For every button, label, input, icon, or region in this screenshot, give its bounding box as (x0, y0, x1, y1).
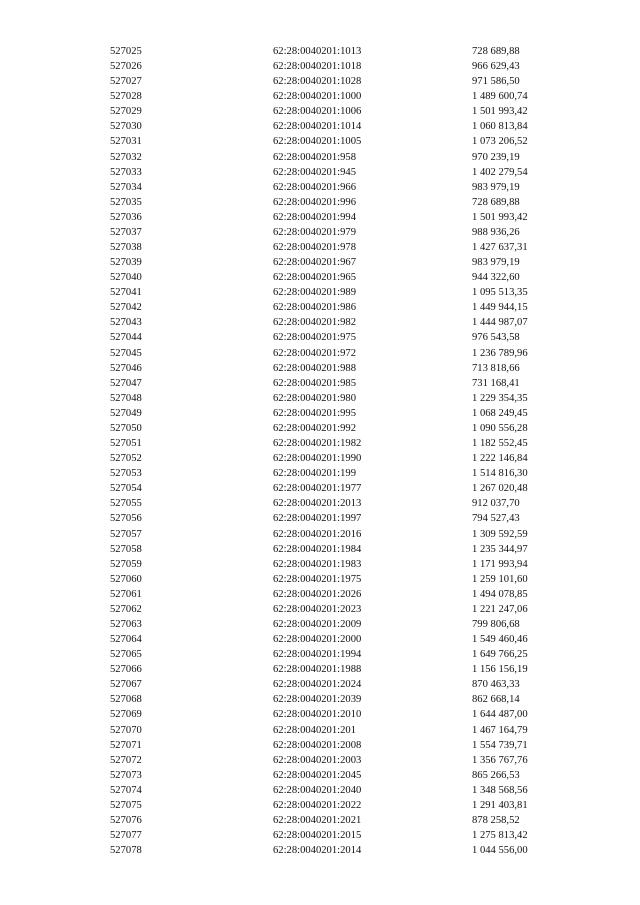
cadastral-number: 62:28:0040201:985 (273, 377, 356, 389)
record-number: 527047 (110, 377, 142, 389)
cadastral-number: 62:28:0040201:1006 (273, 106, 362, 118)
table-row (0, 828, 640, 843)
cadastral-number: 62:28:0040201:2009 (273, 618, 362, 630)
record-number: 527075 (110, 799, 142, 811)
cadastral-value: 1 182 552,45 (472, 438, 528, 450)
document-table (0, 44, 640, 858)
cadastral-value: 1 095 513,35 (472, 287, 528, 299)
cadastral-number: 62:28:0040201:2023 (273, 603, 362, 615)
cadastral-value: 1 514 816,30 (472, 468, 528, 480)
record-number: 527053 (110, 468, 142, 480)
table-row (0, 391, 640, 406)
cadastral-number: 62:28:0040201:2026 (273, 588, 362, 600)
cadastral-value: 713 818,66 (472, 362, 520, 374)
table-row (0, 119, 640, 134)
cadastral-value: 1 467 164,79 (472, 724, 528, 736)
record-number: 527040 (110, 272, 142, 284)
cadastral-number: 62:28:0040201:2022 (273, 799, 362, 811)
cadastral-number: 62:28:0040201:966 (273, 181, 356, 193)
record-number: 527058 (110, 543, 142, 555)
table-row (0, 134, 640, 149)
cadastral-value: 1 356 767,76 (472, 754, 528, 766)
cadastral-value: 794 527,43 (472, 513, 520, 525)
cadastral-value: 728 689,88 (472, 46, 520, 57)
cadastral-number: 62:28:0040201:994 (273, 211, 356, 223)
record-number: 527030 (110, 121, 142, 133)
record-number: 527067 (110, 679, 142, 691)
table-row (0, 496, 640, 511)
record-number: 527056 (110, 513, 142, 525)
cadastral-number: 62:28:0040201:975 (273, 332, 356, 344)
cadastral-number: 62:28:0040201:2015 (273, 830, 362, 842)
cadastral-number: 62:28:0040201:978 (273, 242, 356, 254)
record-number: 527027 (110, 76, 142, 88)
record-number: 527059 (110, 558, 142, 570)
cadastral-number: 62:28:0040201:2003 (273, 754, 362, 766)
cadastral-number: 62:28:0040201:1994 (273, 649, 362, 661)
cadastral-value: 970 239,19 (472, 151, 520, 163)
table-row (0, 692, 640, 707)
record-number: 527048 (110, 392, 142, 404)
cadastral-number: 62:28:0040201:201 (273, 724, 356, 736)
cadastral-value: 1 222 146,84 (472, 453, 528, 465)
cadastral-number: 62:28:0040201:1014 (273, 121, 362, 133)
record-number: 527055 (110, 498, 142, 510)
cadastral-value: 983 979,19 (472, 257, 520, 269)
cadastral-number: 62:28:0040201:996 (273, 196, 356, 208)
table-row (0, 677, 640, 692)
record-number: 527044 (110, 332, 142, 344)
record-number: 527026 (110, 61, 142, 73)
cadastral-value: 966 629,43 (472, 61, 520, 73)
table-row (0, 738, 640, 753)
cadastral-value: 1 235 344,97 (472, 543, 528, 555)
table-row (0, 240, 640, 255)
table-row (0, 210, 640, 225)
record-number: 527063 (110, 618, 142, 630)
cadastral-value: 1 291 403,81 (472, 799, 528, 811)
cadastral-number: 62:28:0040201:945 (273, 166, 356, 178)
record-number: 527078 (110, 845, 142, 857)
table-row (0, 346, 640, 361)
record-number: 527025 (110, 46, 142, 57)
table-row (0, 255, 640, 270)
table-row (0, 707, 640, 722)
record-number: 527074 (110, 784, 142, 796)
cadastral-number: 62:28:0040201:1018 (273, 61, 362, 73)
table-row (0, 180, 640, 195)
cadastral-number: 62:28:0040201:1997 (273, 513, 362, 525)
cadastral-number: 62:28:0040201:979 (273, 226, 356, 238)
cadastral-value: 983 979,19 (472, 181, 520, 193)
table-row (0, 300, 640, 315)
cadastral-value: 988 936,26 (472, 226, 520, 238)
table-row (0, 587, 640, 602)
cadastral-number: 62:28:0040201:967 (273, 257, 356, 269)
table-row (0, 361, 640, 376)
cadastral-number: 62:28:0040201:980 (273, 392, 356, 404)
table-row (0, 602, 640, 617)
cadastral-number: 62:28:0040201:2045 (273, 769, 362, 781)
cadastral-number: 62:28:0040201:972 (273, 347, 356, 359)
table-row (0, 662, 640, 677)
cadastral-number: 62:28:0040201:2040 (273, 784, 362, 796)
cadastral-value: 1 427 637,31 (472, 242, 528, 254)
cadastral-value: 1 489 600,74 (472, 91, 528, 103)
cadastral-value: 728 689,88 (472, 196, 520, 208)
record-number: 527031 (110, 136, 142, 148)
table-row (0, 557, 640, 572)
record-number: 527072 (110, 754, 142, 766)
cadastral-number: 62:28:0040201:2010 (273, 709, 362, 721)
record-number: 527077 (110, 830, 142, 842)
record-number: 527073 (110, 769, 142, 781)
record-number: 527071 (110, 739, 142, 751)
table-row (0, 89, 640, 104)
cadastral-number: 62:28:0040201:2021 (273, 814, 362, 826)
record-number: 527060 (110, 573, 142, 585)
cadastral-number: 62:28:0040201:2014 (273, 845, 362, 857)
cadastral-number: 62:28:0040201:2024 (273, 679, 362, 691)
record-number: 527057 (110, 528, 142, 540)
cadastral-value: 1 259 101,60 (472, 573, 528, 585)
cadastral-value: 1 090 556,28 (472, 422, 528, 434)
table-row (0, 315, 640, 330)
cadastral-value: 862 668,14 (472, 694, 520, 706)
cadastral-number: 62:28:0040201:199 (273, 468, 356, 480)
cadastral-number: 62:28:0040201:2039 (273, 694, 362, 706)
table-row (0, 44, 640, 59)
table-row (0, 723, 640, 738)
table-row (0, 376, 640, 391)
record-number: 527041 (110, 287, 142, 299)
cadastral-value: 1 494 078,85 (472, 588, 528, 600)
record-number: 527062 (110, 603, 142, 615)
cadastral-number: 62:28:0040201:2013 (273, 498, 362, 510)
cadastral-number: 62:28:0040201:1990 (273, 453, 362, 465)
record-number: 527050 (110, 422, 142, 434)
table-row (0, 813, 640, 828)
table-row (0, 647, 640, 662)
table-row (0, 572, 640, 587)
record-number: 527066 (110, 664, 142, 676)
cadastral-value: 1 156 156,19 (472, 664, 528, 676)
table-row (0, 421, 640, 436)
table-row (0, 74, 640, 89)
record-number: 527038 (110, 242, 142, 254)
table-row (0, 195, 640, 210)
table-row (0, 270, 640, 285)
cadastral-number: 62:28:0040201:1977 (273, 483, 362, 495)
cadastral-number: 62:28:0040201:1984 (273, 543, 362, 555)
cadastral-number: 62:28:0040201:1000 (273, 91, 362, 103)
table-row (0, 150, 640, 165)
cadastral-number: 62:28:0040201:988 (273, 362, 356, 374)
cadastral-value: 1 236 789,96 (472, 347, 528, 359)
record-number: 527061 (110, 588, 142, 600)
cadastral-value: 1 501 993,42 (472, 211, 528, 223)
cadastral-number: 62:28:0040201:2000 (273, 634, 362, 646)
cadastral-number: 62:28:0040201:982 (273, 317, 356, 329)
table-row (0, 466, 640, 481)
record-number: 527039 (110, 257, 142, 269)
cadastral-value: 1 221 247,06 (472, 603, 528, 615)
record-number: 527054 (110, 483, 142, 495)
table-row (0, 783, 640, 798)
cadastral-value: 1 554 739,71 (472, 739, 528, 751)
cadastral-number: 62:28:0040201:1005 (273, 136, 362, 148)
record-number: 527069 (110, 709, 142, 721)
table-row (0, 285, 640, 300)
record-number: 527051 (110, 438, 142, 450)
cadastral-value: 1 073 206,52 (472, 136, 528, 148)
table-row (0, 527, 640, 542)
cadastral-value: 1 348 568,56 (472, 784, 528, 796)
cadastral-number: 62:28:0040201:1988 (273, 664, 362, 676)
cadastral-number: 62:28:0040201:995 (273, 407, 356, 419)
record-number: 527042 (110, 302, 142, 314)
cadastral-value: 1 649 766,25 (472, 649, 528, 661)
cadastral-value: 878 258,52 (472, 814, 520, 826)
cadastral-number: 62:28:0040201:1983 (273, 558, 362, 570)
table-row (0, 436, 640, 451)
cadastral-number: 62:28:0040201:1028 (273, 76, 362, 88)
cadastral-value: 731 168,41 (472, 377, 520, 389)
record-number: 527034 (110, 181, 142, 193)
record-number: 527035 (110, 196, 142, 208)
cadastral-value: 944 322,60 (472, 272, 520, 284)
cadastral-value: 865 266,53 (472, 769, 520, 781)
cadastral-number: 62:28:0040201:1013 (273, 46, 362, 57)
cadastral-number: 62:28:0040201:2016 (273, 528, 362, 540)
table-row (0, 406, 640, 421)
cadastral-value: 976 543,58 (472, 332, 520, 344)
cadastral-number: 62:28:0040201:1975 (273, 573, 362, 585)
cadastral-number: 62:28:0040201:1982 (273, 438, 362, 450)
table-row (0, 798, 640, 813)
record-number: 527033 (110, 166, 142, 178)
cadastral-value: 1 444 987,07 (472, 317, 528, 329)
record-number: 527037 (110, 226, 142, 238)
record-number: 527076 (110, 814, 142, 826)
table-row (0, 632, 640, 647)
record-number: 527065 (110, 649, 142, 661)
cadastral-value: 1 068 249,45 (472, 407, 528, 419)
cadastral-value: 1 267 020,48 (472, 483, 528, 495)
table-row (0, 511, 640, 526)
cadastral-value: 1 501 993,42 (472, 106, 528, 118)
table-row (0, 481, 640, 496)
record-number: 527064 (110, 634, 142, 646)
record-number: 527049 (110, 407, 142, 419)
table-row (0, 617, 640, 632)
cadastral-value: 912 037,70 (472, 498, 520, 510)
record-number: 527070 (110, 724, 142, 736)
record-number: 527045 (110, 347, 142, 359)
cadastral-number: 62:28:0040201:989 (273, 287, 356, 299)
table-row (0, 59, 640, 74)
cadastral-number: 62:28:0040201:958 (273, 151, 356, 163)
cadastral-value: 1 275 813,42 (472, 830, 528, 842)
cadastral-number: 62:28:0040201:965 (273, 272, 356, 284)
table-row (0, 165, 640, 180)
cadastral-value: 1 171 993,94 (472, 558, 528, 570)
cadastral-value: 1 044 556,00 (472, 845, 528, 857)
table-row (0, 753, 640, 768)
record-number: 527052 (110, 453, 142, 465)
record-number: 527029 (110, 106, 142, 118)
table-row (0, 330, 640, 345)
record-number: 527036 (110, 211, 142, 223)
record-number: 527046 (110, 362, 142, 374)
cadastral-value: 971 586,50 (472, 76, 520, 88)
cadastral-value: 1 549 460,46 (472, 634, 528, 646)
cadastral-number: 62:28:0040201:2008 (273, 739, 362, 751)
cadastral-value: 1 449 944,15 (472, 302, 528, 314)
table-row (0, 542, 640, 557)
table-row (0, 451, 640, 466)
cadastral-value: 1 229 354,35 (472, 392, 528, 404)
table-row (0, 104, 640, 119)
table-row (0, 768, 640, 783)
cadastral-value: 1 060 813,84 (472, 121, 528, 133)
record-number: 527032 (110, 151, 142, 163)
cadastral-value: 1 402 279,54 (472, 166, 528, 178)
cadastral-number: 62:28:0040201:992 (273, 422, 356, 434)
table-row (0, 843, 640, 858)
cadastral-number: 62:28:0040201:986 (273, 302, 356, 314)
cadastral-value: 799 806,68 (472, 618, 520, 630)
cadastral-value: 1 644 487,00 (472, 709, 528, 721)
table-row (0, 225, 640, 240)
record-number: 527043 (110, 317, 142, 329)
record-number: 527068 (110, 694, 142, 706)
record-number: 527028 (110, 91, 142, 103)
cadastral-value: 1 309 592,59 (472, 528, 528, 540)
cadastral-value: 870 463,33 (472, 679, 520, 691)
